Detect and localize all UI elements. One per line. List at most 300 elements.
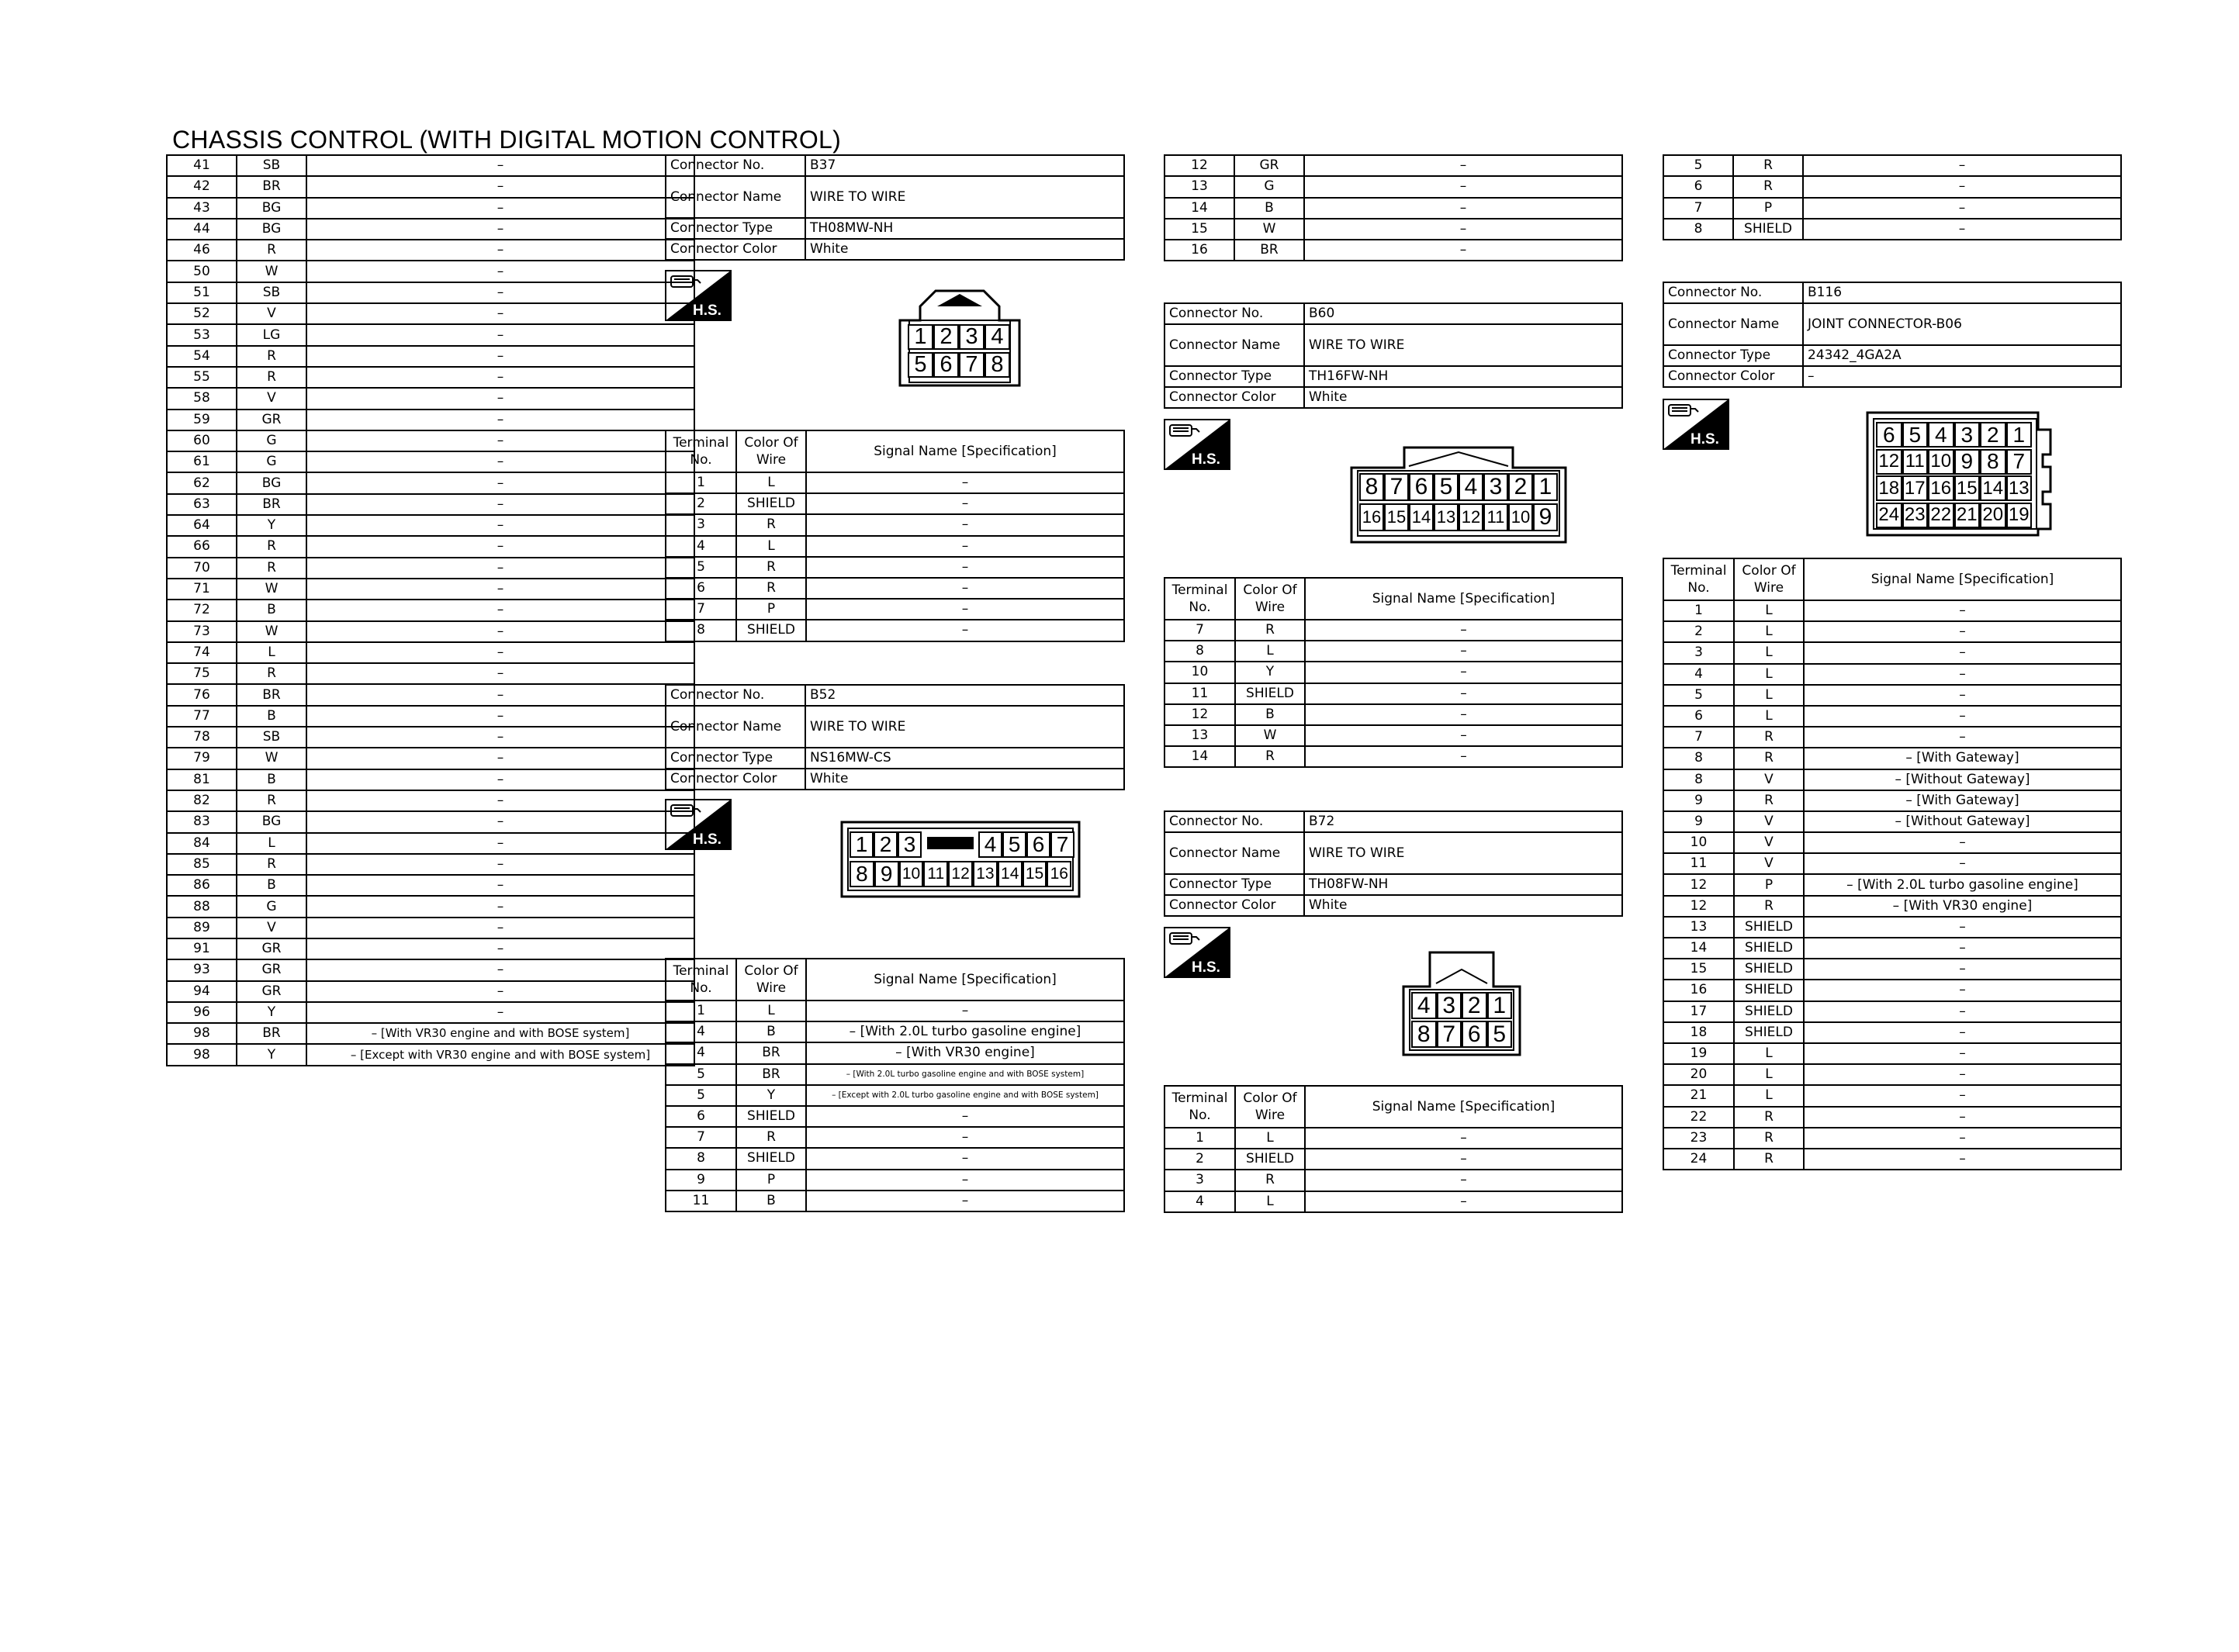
table-row: [1164, 219, 1622, 240]
wire-color: R: [1734, 727, 1804, 748]
connector-type-label: Connector Type: [1164, 874, 1304, 895]
table-row: [167, 451, 694, 472]
signal-name: –: [306, 367, 694, 388]
pin-number: 9: [1960, 449, 1974, 473]
signal-name: – [Without Gateway]: [1804, 769, 2121, 790]
pin-cell: [1954, 475, 1981, 501]
wire-color: P: [736, 1170, 806, 1191]
connector-color-label: Connector Color: [1663, 366, 1803, 387]
signal-name: –: [306, 303, 694, 324]
connector-type-row: [1164, 874, 1622, 895]
wire-color: W: [237, 748, 306, 769]
terminal-table: [1164, 577, 1623, 768]
table-header: [666, 430, 1124, 472]
table-row: [167, 198, 694, 219]
signal-name: –: [306, 959, 694, 980]
terminal-no: 75: [167, 663, 237, 684]
signal-name: –: [806, 578, 1124, 599]
table-row: [167, 621, 694, 642]
wire-color: W: [237, 621, 306, 642]
terminal-no: 16: [1663, 980, 1734, 1001]
connector-no-label: Connector No.: [1164, 811, 1304, 832]
connector-no-value: B37: [805, 155, 1124, 176]
terminal-table: [1164, 154, 1623, 261]
terminal-no: 4: [666, 536, 736, 557]
connector-color-row: [1164, 895, 1622, 916]
connector-color-row: [666, 239, 1124, 260]
terminal-no: 1: [1663, 600, 1734, 621]
wire-color: SHIELD: [736, 1148, 806, 1169]
terminal-no: 10: [1663, 832, 1734, 853]
wire-color: SHIELD: [1734, 938, 1804, 959]
signal-name: –: [306, 600, 694, 620]
connector-face-b60: [1350, 437, 1567, 544]
table-row: [1164, 155, 1622, 176]
terminal-no: 18: [1663, 1022, 1734, 1043]
terminal-no-header: Terminal No.: [666, 959, 736, 1001]
pin-number: 13: [1436, 507, 1456, 527]
signal-name: – [With VR30 engine]: [1804, 896, 2121, 917]
terminal-no: 8: [1663, 748, 1734, 769]
signal-name: –: [806, 514, 1124, 535]
terminal-no: 14: [1164, 198, 1234, 219]
wire-color: G: [237, 451, 306, 472]
terminal-no: 4: [1663, 664, 1734, 685]
wire-color: SHIELD: [1734, 917, 1804, 938]
pin-number: 9: [1538, 504, 1552, 530]
connector-name-label: Connector Name: [666, 706, 805, 748]
wire-color: L: [736, 536, 806, 557]
pin-cell: [1483, 473, 1508, 501]
pin-cell: [1411, 1021, 1437, 1048]
table-row: [167, 410, 694, 430]
signal-name: –: [306, 410, 694, 430]
pin-cell: [1409, 503, 1434, 531]
wire-color: B: [736, 1191, 806, 1211]
terminal-no: 7: [666, 1127, 736, 1148]
col4-terminal-table: [1663, 154, 2122, 240]
terminal-no: 11: [666, 1191, 736, 1211]
wire-color: BR: [237, 494, 306, 515]
wire-color: R: [736, 1127, 806, 1148]
page-title: CHASSIS CONTROL (WITH DIGITAL MOTION CONTROL): [172, 126, 842, 154]
table-row: [1164, 725, 1622, 746]
signal-name: –: [1305, 641, 1622, 662]
terminal-no: 13: [1164, 176, 1234, 197]
pin-cell: [1902, 422, 1929, 448]
wire-color: SHIELD: [1734, 1022, 1804, 1043]
wire-color-header: Color Of Wire: [1235, 578, 1305, 620]
signal-name: –: [306, 472, 694, 493]
pin-cell: [1434, 473, 1459, 501]
wire-color: SHIELD: [736, 620, 806, 641]
signal-name-header: Signal Name [Specification]: [1305, 1086, 1622, 1128]
signal-name: –: [1804, 664, 2121, 685]
connector-type-value: TH16FW-NH: [1304, 366, 1622, 387]
signal-name: –: [306, 748, 694, 769]
wire-color-header: Color Of Wire: [1235, 1086, 1305, 1128]
connector-color-row: [666, 769, 1124, 790]
terminal-no: 46: [167, 240, 237, 261]
signal-name: –: [306, 198, 694, 219]
pin-cell: [948, 861, 973, 887]
pin-number: 15: [1025, 865, 1044, 883]
terminal-no: 3: [1663, 642, 1734, 663]
terminal-table: [1663, 558, 2122, 1170]
wire-color: V: [237, 303, 306, 324]
connector-color-value: –: [1803, 366, 2121, 387]
terminal-no: 73: [167, 621, 237, 642]
table-row: [1164, 1128, 1622, 1149]
signal-name: –: [1804, 621, 2121, 642]
pin-cell: [1462, 992, 1487, 1019]
signal-name: – [With 2.0L turbo gasoline engine]: [1804, 874, 2121, 895]
terminal-no: 9: [666, 1170, 736, 1191]
table-row: [167, 1044, 694, 1065]
terminal-no: 52: [167, 303, 237, 324]
terminal-no: 3: [1164, 1170, 1235, 1191]
wire-color: R: [237, 367, 306, 388]
signal-name: –: [306, 790, 694, 811]
terminal-table: [1164, 1085, 1623, 1213]
signal-name: –: [1305, 725, 1622, 746]
table-row: [1164, 176, 1622, 197]
terminal-no: 19: [1663, 1043, 1734, 1064]
pin-cell: [933, 352, 959, 378]
table-row: [167, 155, 694, 176]
signal-name: –: [1305, 683, 1622, 704]
terminal-no: 7: [666, 599, 736, 620]
connector-name-row: [1164, 832, 1622, 874]
signal-name: –: [1804, 980, 2121, 1001]
terminal-no: 91: [167, 938, 237, 959]
signal-name: –: [306, 515, 694, 536]
pin-number: 8: [1365, 474, 1379, 499]
pin-cell: [1902, 449, 1929, 475]
connector-no-value: B60: [1304, 303, 1622, 324]
pin-number: 1: [1538, 474, 1552, 499]
terminal-no: 61: [167, 451, 237, 472]
table-row: [1663, 917, 2121, 938]
terminal-no: 4: [1164, 1191, 1235, 1212]
signal-name: –: [1804, 1001, 2121, 1022]
signal-name: – [Without Gateway]: [1804, 811, 2121, 832]
wire-color: GR: [237, 959, 306, 980]
wire-color: BR: [1234, 240, 1304, 261]
pin-cell: [1023, 861, 1047, 887]
connector-no-value: B116: [1803, 282, 2121, 303]
table-row: [1663, 1022, 2121, 1043]
terminal-no: 76: [167, 684, 237, 705]
table-row: [1663, 853, 2121, 874]
wire-color: L: [237, 833, 306, 854]
wire-color: B: [1234, 198, 1304, 219]
signal-name: –: [306, 663, 694, 684]
wire-color: B: [1235, 704, 1305, 725]
terminal-no: 13: [1164, 725, 1235, 746]
terminal-no: 8: [666, 620, 736, 641]
pin-cell: [1876, 449, 1902, 475]
pin-number: 12: [1878, 451, 1900, 472]
wire-color: SHIELD: [1235, 1149, 1305, 1170]
connector-name-label: Connector Name: [1164, 832, 1304, 874]
connector-name-label: Connector Name: [1164, 324, 1304, 366]
signal-name: –: [1305, 1170, 1622, 1191]
wire-color: R: [1734, 1107, 1804, 1128]
table-row: [1164, 746, 1622, 767]
connector-name-value: WIRE TO WIRE: [1304, 832, 1622, 874]
pin-cell: [978, 831, 1002, 858]
terminal-no: 51: [167, 282, 237, 303]
wire-color: L: [1235, 641, 1305, 662]
pin-cell: [923, 861, 948, 887]
wire-color: B: [237, 875, 306, 896]
terminal-no: 24: [1663, 1149, 1734, 1170]
pin-cell: [1483, 503, 1508, 531]
terminal-no: 1: [1164, 1128, 1235, 1149]
pin-cell: [874, 861, 899, 887]
table-row: [1663, 1064, 2121, 1085]
pin-number: 2: [1514, 474, 1528, 499]
terminal-no: 13: [1663, 917, 1734, 938]
table-row: [167, 790, 694, 811]
pin-number: 4: [991, 324, 1004, 349]
terminal-table: [1663, 154, 2122, 240]
table-row: [167, 346, 694, 367]
wire-color: Y: [736, 1085, 806, 1106]
connector-name-label: Connector Name: [1663, 303, 1803, 345]
terminal-no: 43: [167, 198, 237, 219]
wire-color: Y: [1235, 662, 1305, 683]
connector-no-label: Connector No.: [666, 155, 805, 176]
table-row: [1663, 685, 2121, 706]
pin-number: 6: [940, 352, 953, 377]
wire-color: BR: [736, 1042, 806, 1063]
pin-cell: [1462, 1021, 1487, 1048]
signal-name: –: [306, 579, 694, 600]
pin-number: 8: [1986, 449, 1999, 473]
table-row: [666, 514, 1124, 535]
wire-color: V: [1734, 853, 1804, 874]
table-row: [167, 663, 694, 684]
wire-color: R: [1734, 1128, 1804, 1149]
signal-name: –: [1804, 1022, 2121, 1043]
table-row: [1663, 1128, 2121, 1149]
wire-color: BR: [237, 176, 306, 197]
table-row: [1164, 1170, 1622, 1191]
col3-terminal-table: [1164, 154, 1623, 261]
table-row: [1663, 642, 2121, 663]
table-row: [1663, 664, 2121, 685]
table-header: [1164, 1086, 1622, 1128]
connector-color-row: [1164, 387, 1622, 408]
table-row: [1663, 938, 2121, 959]
wire-color: R: [1734, 748, 1804, 769]
connector-face-b116: [1866, 411, 2056, 537]
signal-name: –: [306, 811, 694, 832]
connector-name-value: WIRE TO WIRE: [805, 706, 1124, 748]
terminal-no: 9: [1663, 790, 1734, 811]
wire-color: L: [736, 472, 806, 493]
connector-color-label: Connector Color: [666, 769, 805, 790]
terminal-no-header: Terminal No.: [1164, 1086, 1235, 1128]
pin-cell: [1487, 992, 1513, 1019]
pin-number: 4: [1934, 422, 1947, 447]
pin-number: 20: [1982, 504, 2004, 525]
pin-cell: [1459, 473, 1483, 501]
wire-color: L: [1734, 685, 1804, 706]
connector-type-label: Connector Type: [666, 218, 805, 239]
signal-name-header: Signal Name [Specification]: [806, 430, 1124, 472]
wire-color: W: [237, 579, 306, 600]
signal-name: –: [306, 219, 694, 240]
signal-name: –: [1804, 1043, 2121, 1064]
pin-cell: [874, 831, 898, 858]
connector-face-b52: [840, 821, 1081, 898]
connector-name-row: [666, 706, 1124, 748]
table-row: [1663, 621, 2121, 642]
table-header: [1663, 558, 2121, 600]
pin-cell: [850, 831, 874, 858]
table-row: [1663, 959, 2121, 980]
table-row: [1164, 620, 1622, 641]
terminal-no: 14: [1164, 746, 1235, 767]
pin-cell: [1437, 992, 1462, 1019]
pin-number: 22: [1930, 504, 1952, 525]
pin-number: 24: [1878, 504, 1900, 525]
pin-number: 6: [1467, 1021, 1481, 1047]
table-row: [167, 811, 694, 832]
terminal-no: 54: [167, 346, 237, 367]
pin-cell: [985, 324, 1010, 350]
pin-cell: [1409, 473, 1434, 501]
b72-terminal-table: [1164, 1085, 1623, 1213]
pin-cell: [1928, 422, 1954, 448]
pin-cell: [2006, 449, 2033, 475]
terminal-no: 17: [1663, 1001, 1734, 1022]
connector-face-b37: [898, 289, 1021, 389]
table-row: [167, 430, 694, 451]
connector-info-b72: [1164, 810, 1623, 917]
signal-name: –: [306, 536, 694, 557]
harness-side-icon: [665, 270, 732, 321]
terminal-no: 8: [1663, 769, 1734, 790]
table-row: [167, 727, 694, 748]
pin-number: 16: [1930, 477, 1952, 499]
pin-number: 5: [1909, 422, 1922, 447]
pin-number: 5: [914, 352, 927, 377]
pin-number: 7: [1056, 832, 1069, 856]
pin-cell: [1384, 503, 1409, 531]
connector-type-value: 24342_4GA2A: [1803, 345, 2121, 366]
table-row: [167, 176, 694, 197]
pin-number: 13: [976, 865, 995, 883]
wire-color: BR: [237, 1023, 306, 1044]
terminal-no: 8: [1663, 219, 1733, 240]
connector-type-value: NS16MW-CS: [805, 748, 1124, 769]
signal-name: –: [306, 240, 694, 261]
signal-name: –: [1803, 155, 2121, 176]
table-row: [167, 896, 694, 917]
terminal-no: 82: [167, 790, 237, 811]
svg-text:H.S.: H.S.: [693, 302, 722, 319]
table-row: [167, 959, 694, 980]
wire-color: Y: [237, 1044, 306, 1065]
wire-color: R: [1235, 620, 1305, 641]
pin-cell: [1928, 503, 1954, 528]
signal-name: –: [1804, 1064, 2121, 1085]
signal-name: – [With VR30 engine and with BOSE system]: [306, 1023, 694, 1044]
pin-cell: [998, 861, 1023, 887]
pin-cell: [1533, 503, 1558, 531]
signal-name: –: [1804, 1128, 2121, 1149]
wire-color: SB: [237, 727, 306, 748]
pin-number: 2: [940, 324, 953, 349]
harness-side-icon: [1663, 399, 1729, 450]
pin-number: 8: [856, 862, 868, 886]
terminal-no: 1: [666, 472, 736, 493]
connector-type-label: Connector Type: [666, 748, 805, 769]
signal-name: –: [306, 388, 694, 409]
signal-name: –: [1804, 706, 2121, 727]
pin-cell: [1437, 1021, 1462, 1048]
wire-color: BG: [237, 811, 306, 832]
signal-name: – [With Gateway]: [1804, 790, 2121, 811]
signal-name: –: [306, 282, 694, 303]
pin-number: 10: [901, 865, 921, 883]
wire-color: BG: [237, 219, 306, 240]
wire-color: V: [237, 388, 306, 409]
wire-color: R: [237, 536, 306, 557]
pin-cell: [1954, 422, 1981, 448]
signal-name: –: [306, 324, 694, 345]
terminal-no: 84: [167, 833, 237, 854]
harness-side-icon: [1164, 927, 1230, 978]
wire-color: P: [736, 599, 806, 620]
connector-type-row: [1164, 366, 1622, 387]
connector-no-row: [1164, 303, 1622, 324]
terminal-no: 12: [1164, 704, 1235, 725]
pin-number: 11: [1486, 507, 1505, 527]
table-row: [666, 1106, 1124, 1127]
terminal-table: [665, 958, 1125, 1212]
pin-cell: [973, 861, 998, 887]
table-header: [1164, 578, 1622, 620]
connector-no-value: B52: [805, 685, 1124, 706]
terminal-no: 42: [167, 176, 237, 197]
table-row: [1663, 1043, 2121, 1064]
signal-name: –: [1304, 198, 1622, 219]
pin-number: 2: [1467, 992, 1481, 1018]
pin-number: 11: [1905, 451, 1925, 472]
table-row: [1663, 874, 2121, 895]
pin-number: 3: [1442, 992, 1456, 1018]
table-row: [1164, 1191, 1622, 1212]
connector-color-row: [1663, 366, 2121, 387]
pin-cell: [1434, 503, 1459, 531]
connector-type-value: TH08FW-NH: [1304, 874, 1622, 895]
pin-number: 10: [1930, 451, 1952, 472]
table-row: [666, 578, 1124, 599]
pin-number: 3: [1960, 422, 1974, 447]
connector-type-row: [666, 218, 1124, 239]
table-row: [167, 515, 694, 536]
terminal-no-header: Terminal No.: [1164, 578, 1235, 620]
table-row: [167, 833, 694, 854]
signal-name: –: [306, 261, 694, 282]
signal-name: –: [1804, 959, 2121, 980]
b60-terminal-table: [1164, 577, 1623, 768]
